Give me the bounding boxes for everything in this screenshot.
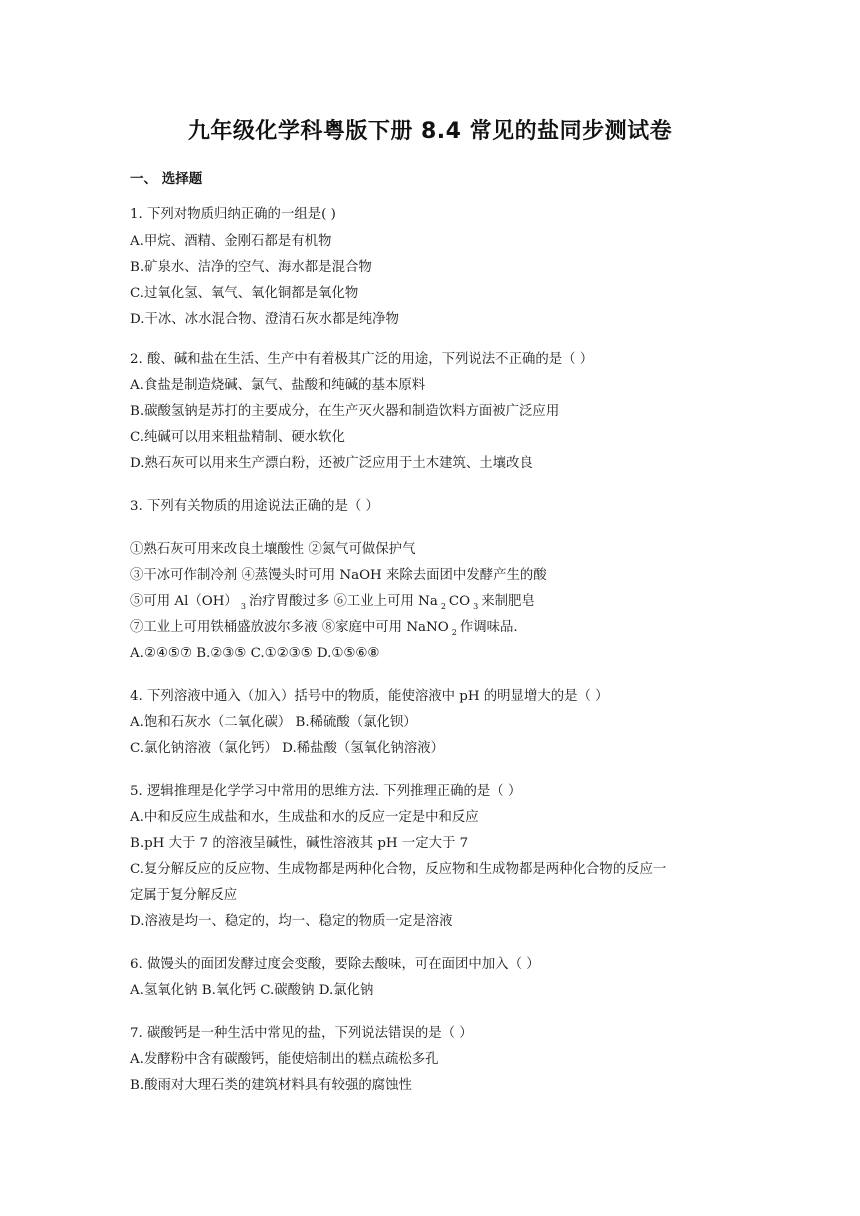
question-1-option-b: B.矿泉水、洁净的空气、海水都是混合物 <box>130 260 372 275</box>
question-1-option-a: A.甲烷、酒精、金刚石都是有机物 <box>130 234 332 249</box>
question-2-option-c: C.纯碱可以用来粗盐精制、硬水软化 <box>130 430 345 445</box>
section-heading: 一、 选择题 <box>130 171 203 187</box>
question-5-option-d: D.溶液是均一、稳定的，均一、稳定的物质一定是溶液 <box>130 914 453 929</box>
question-7-option-b: B.酸雨对大理石类的建筑材料具有较强的腐蚀性 <box>130 1078 412 1093</box>
question-6-stem: 6. 做馒头的面团发酵过度会变酸，要除去酸味，可在面团中加入（ ） <box>130 957 540 972</box>
question-5-option-a: A.中和反应生成盐和水，生成盐和水的反应一定是中和反应 <box>130 810 479 825</box>
question-5-stem: 5. 逻辑推理是化学学习中常用的思维方法. 下列推理正确的是（ ） <box>130 784 522 799</box>
question-5-option-b: B.pH 大于 7 的溶液呈碱性，碱性溶液其 pH 一定大于 7 <box>130 836 469 851</box>
question-7-option-a: A.发酵粉中含有碳酸钙，能使焙制出的糕点疏松多孔 <box>130 1052 439 1067</box>
question-7-stem: 7. 碳酸钙是一种生活中常见的盐，下列说法错误的是（ ） <box>130 1026 473 1041</box>
question-4-stem: 4. 下列溶液中通入（加入）括号中的物质，能使溶液中 pH 的明显增大的是（ ） <box>130 689 609 704</box>
question-3-statement-1: ①熟石灰可用来改良土壤酸性 ②氮气可做保护气 <box>130 542 416 557</box>
question-5-option-c-line-2: 定属于复分解反应 <box>130 888 238 903</box>
question-2-option-b: B.碳酸氢钠是苏打的主要成分，在生产灭火器和制造饮料方面被广泛应用 <box>130 404 560 419</box>
question-6-options: A.氢氧化钠 B.氧化钙 C.碳酸钠 D.氯化钠 <box>130 983 374 998</box>
question-2-option-a: A.食盐是制造烧碱、氯气、盐酸和纯碱的基本原料 <box>130 378 426 393</box>
question-3-statement-4: ⑦工业上可用铁桶盛放波尔多液 ⑧家庭中可用 NaNO $_2$ 作调味品. <box>130 620 518 637</box>
question-4-options-ab: A.饱和石灰水（二氧化碳） B.稀硫酸（氯化钡） <box>130 715 417 730</box>
question-3-statement-2: ③干冰可作制冷剂 ④蒸馒头时可用 NaOH 来除去面团中发酵产生的酸 <box>130 568 547 583</box>
question-3-stem: 3. 下列有关物质的用途说法正确的是（ ） <box>130 499 379 514</box>
question-3-options: A.②④⑤⑦ B.②③⑤ C.①②③⑤ D.①⑤⑥⑧ <box>130 646 380 661</box>
question-4-options-cd: C.氯化钠溶液（氯化钙） D.稀盐酸（氢氧化钠溶液） <box>130 741 444 756</box>
document-title: 九年级化学科粤版下册 8.4 常见的盐同步测试卷 <box>187 119 673 144</box>
question-1-stem: 1. 下列对物质归纳正确的一组是( ) <box>130 207 336 222</box>
question-3-statement-3: ⑤可用 Al（OH） $_3$ 治疗胃酸过多 ⑥工业上可用 Na $_2$ CO $_3$ 来制肥皂 <box>130 594 535 611</box>
question-2-stem: 2. 酸、碱和盐在生活、生产中有着极其广泛的用途，下列说法不正确的是（ ） <box>130 352 594 367</box>
question-1-option-c: C.过氧化氢、氧气、氧化铜都是氧化物 <box>130 286 359 301</box>
question-2-option-d: D.熟石灰可以用来生产漂白粉，还被广泛应用于土木建筑、土壤改良 <box>130 456 533 471</box>
question-1-option-d: D.干冰、冰水混合物、澄清石灰水都是纯净物 <box>130 312 399 327</box>
question-5-option-c-line-1: C.复分解反应的反应物、生成物都是两种化合物，反应物和生成物都是两种化合物的反应一 <box>130 862 667 877</box>
